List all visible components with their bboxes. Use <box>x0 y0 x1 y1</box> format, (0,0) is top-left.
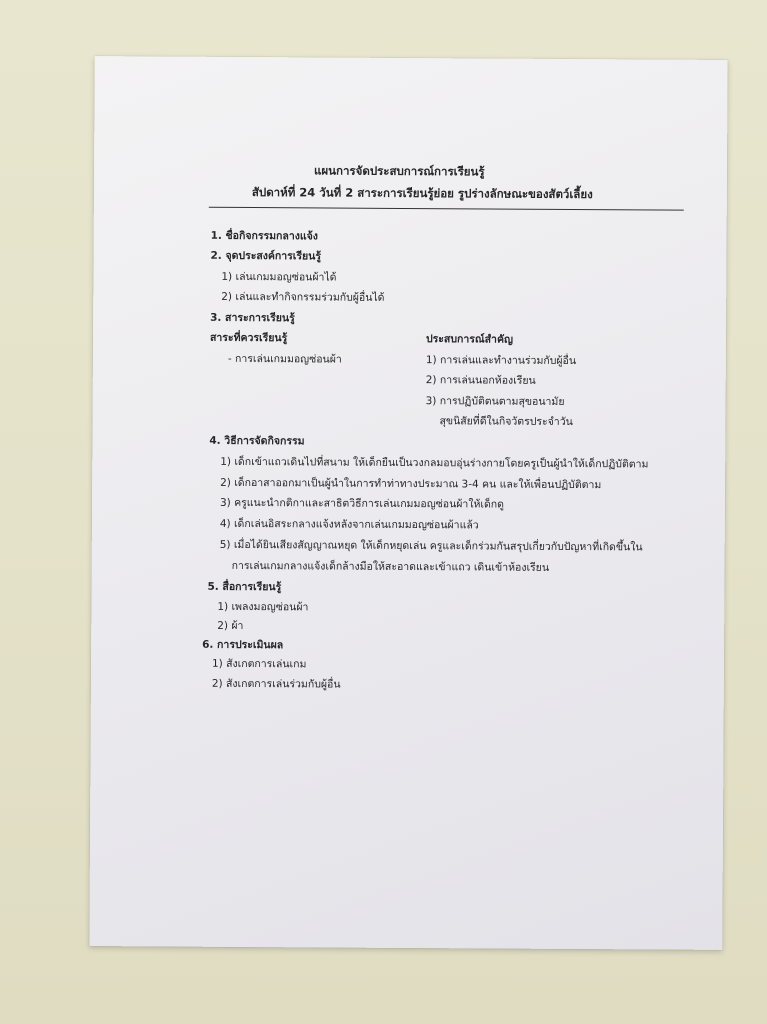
section-2-item-1: 1) เล่นเกมมอญซ่อนผ้าได้ <box>221 270 337 284</box>
section-6-heading: 6. การประเมินผล <box>202 638 284 652</box>
section-5-heading: 5. สื่อการเรียนรู้ <box>207 580 282 594</box>
section-2-heading: 2. จุดประสงค์การเรียนรู้ <box>210 249 322 263</box>
section-3-col1-item-1: - การเล่นเกมมอญซ่อนผ้า <box>227 352 342 366</box>
section-4-item-5: 5) เมื่อได้ยินเสียงสัญญาณหยุด ให้เด็กหยุดเล่น ครูและเด็กร่วมกันสรุปเกี่ยวกับปัญหาที่เกิดขึ้นใน <box>219 538 643 554</box>
section-3-col2-item-1: 1) การเล่นและทำงานร่วมกับผู้อื่น <box>425 354 577 368</box>
section-6-item-1: 1) สังเกตการเล่นเกม <box>211 657 307 671</box>
section-4-item-5-cont: การเล่นเกมกลางแจ้งเด็กล้างมือให้สะอาดและเข้าแถว เดินเข้าห้องเรียน <box>231 559 550 574</box>
title-underline <box>209 207 684 211</box>
section-3-col2-item-3: 3) การปฏิบัติตนตามสุขอนามัย <box>425 395 565 408</box>
section-3-heading: 3. สาระการเรียนรู้ <box>210 311 295 325</box>
section-3-col1-heading: สาระที่ควรเรียนรู้ <box>209 331 288 345</box>
paper-sheet <box>89 56 727 950</box>
section-5-item-1: 1) เพลงมอญซ่อนผ้า <box>217 600 309 614</box>
document-subtitle: สัปดาห์ที่ 24 วันที่ 2 สาระการเรียนรู้ย่อย รูปร่างลักษณะของสัตว์เลี้ยง <box>251 185 593 202</box>
section-3-col2-item-3-cont: สุขนิสัยที่ดีในกิจวัตรประจำวัน <box>439 415 573 429</box>
section-1-heading: 1. ชื่อกิจกรรมกลางแจ้ง <box>210 229 318 243</box>
section-4-item-3: 3) ครูแนะนำกติกาและสาธิตวิธีการเล่นเกมมอญซ่อนผ้าให้เด็กดู <box>219 496 505 511</box>
section-3-col2-item-2: 2) การเล่นนอกห้องเรียน <box>425 374 536 387</box>
section-4-item-1: 1) เด็กเข้าแถวเดินไปที่สนาม ให้เด็กยืนเป็นวงกลมอบอุ่นร่างกายโดยครูเป็นผู้นำให้เด็กปฏิบัติตาม <box>220 455 649 471</box>
section-4-item-4: 4) เด็กเล่นอิสระกลางแจ้งหลังจากเล่นเกมมอญซ่อนผ้าแล้ว <box>219 517 479 532</box>
section-6-item-2: 2) สังเกตการเล่นร่วมกับผู้อื่น <box>211 677 341 691</box>
section-5-item-2: 2) ผ้า <box>217 619 244 632</box>
section-4-item-2: 2) เด็กอาสาออกมาเป็นผู้นำในการทำท่าทางประมาณ 3-4 คน และให้เพื่อนปฏิบัติตาม <box>220 476 602 492</box>
section-3-col2-heading: ประสบการณ์สำคัญ <box>425 333 513 346</box>
document-title: แผนการจัดประสบการณ์การเรียนรู้ <box>313 163 485 179</box>
section-2-item-2: 2) เล่นและทำกิจกรรมร่วมกับผู้อื่นได้ <box>221 290 385 304</box>
section-4-heading: 4. วิธีการจัดกิจกรรม <box>209 434 305 448</box>
